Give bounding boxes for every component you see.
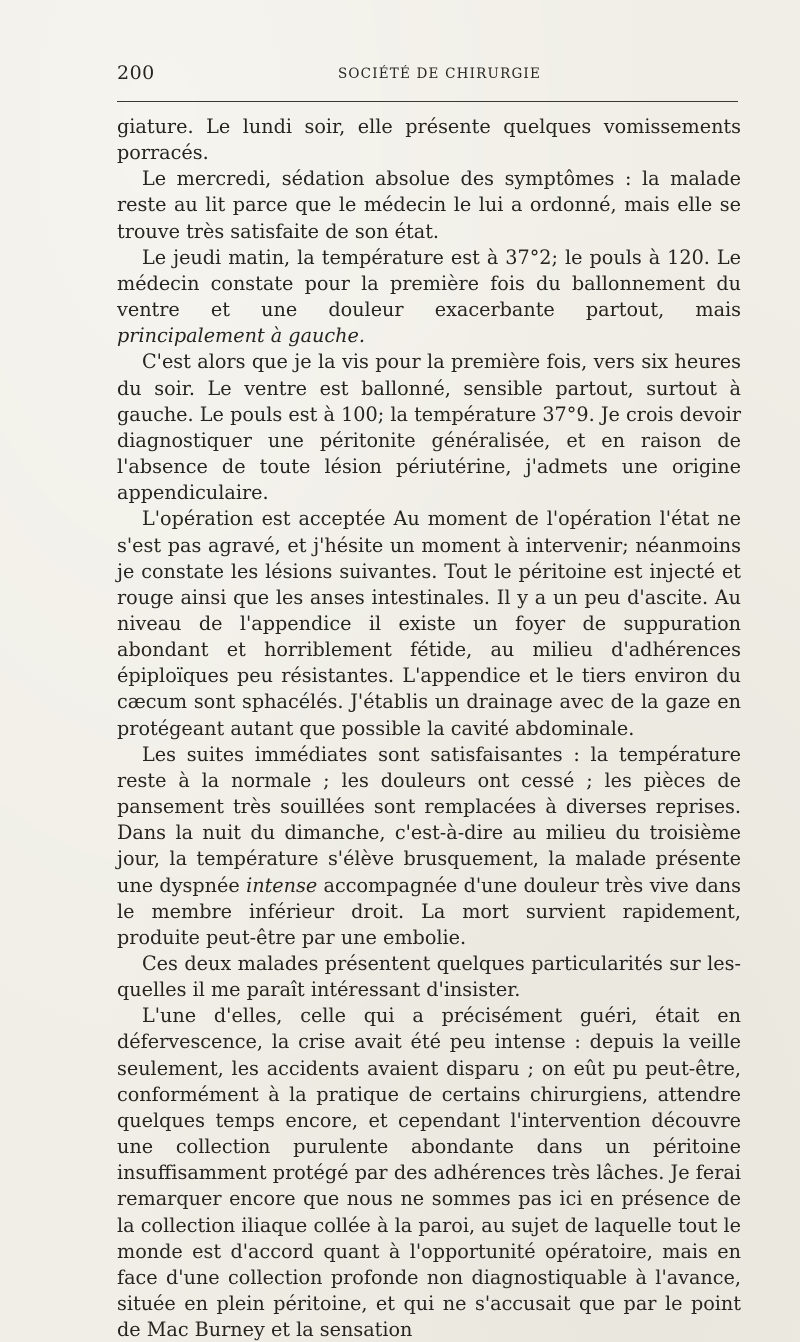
paragraph-text: accompagnée d'une douleur très vive dans le membre inférieur droit. La mort survient rapidement, produite peut-être par une embolie. <box>117 873 742 949</box>
paragraph-text: Le jeudi matin, la température est à 37°2; le pouls à 120. Le médecin constate pour la première fois du ballonnement du ventre et une douleur exacerbante partout, mais <box>117 245 741 322</box>
paragraph-text: giature. Le lundi soir, elle présente quelques vomissements porracés. <box>117 115 741 165</box>
paragraph-text: Le mercredi, sédation absolue des symptômes : la malade reste au lit parce que le médecin le lui a ordonné, mais elle se trouve très satisfaite de son état. <box>117 167 741 243</box>
running-title: SOCIÉTÉ DE CHIRURGIE <box>337 66 542 82</box>
paragraph-text: Les suites immédiates sont satisfaisantes : la température reste à la normale ; les douleurs ont cessé ; les pièces de pansement très souillées sont remplacées à diverses reprises. Dans la nuit du dimanche, c'est-à-dire au milieu du troisième jour, la température s'élève brusquement, la malade présente une dyspnée <box>117 742 741 897</box>
paragraph <box>117 349 741 506</box>
paragraph <box>117 114 741 166</box>
paragraph-text: L'une d'elles, celle qui a précisément guéri, était en défervescence, la crise avait été peu intense : depuis la veille seulement, les accidents avaient disparu ; on eût pu peut-être, conformément à la pratique de certains chirurgiens, attendre quelques temps encore, et cependant l'intervention découvre une collection purulente abondante dans un péritoine insuffisamment protégé par des adhérences très lâches. Je ferai remarquer encore que nous ne sommes pas ici en présence de la collection iliaque collée à la paroi, au sujet de laquelle tout le monde est d'accord quant à l'opportunité opératoire, mais en face d'une collection profonde non diagnostiquable à l'avance, située en plein péritoine, et qui ne s'accusait que par le point de Mac Burney et la sensation <box>117 1004 741 1342</box>
paragraph <box>117 951 741 1003</box>
page-number: 200 <box>117 62 155 84</box>
paragraph-text: C'est alors que je la vis pour la première fois, vers six heures du soir. Le ventre est ballonné, sensible partout, surtout à gauche. Le pouls est à 100; la température 37°9. Je crois devoir diagnostiquer une péritonite généralisée, et en raison de l'absence de toute lésion périutérine, j'admets une origine appendiculaire. <box>117 350 741 505</box>
paragraph-text: L'opération est acceptée Au moment de l'opération l'état ne s'est pas agravé, et j'hésite un moment à intervenir; néanmoins je constate les lésions suivantes. Tout le péritoine est injecté et rouge ainsi que les anses intestinales. Il y a un peu d'ascite. Au niveau de l'appendice il existe un foyer de suppuration abondant et horriblement fétide, au milieu d'adhérences épiploïques peu résistantes. L'appendice et le tiers environ du cæcum sont sphacélés. J'établis un drainage avec de la gaze en protégeant autant que possible la cavité abdominale. <box>117 507 741 740</box>
header-rule <box>117 101 738 102</box>
paragraph <box>117 1003 741 1342</box>
paragraph-text: Ces deux malades présentent quelques particularités sur lesquelles il me paraît intéressant d'insister. <box>117 952 741 1002</box>
paragraph <box>117 742 741 951</box>
body-text <box>117 114 741 1342</box>
paragraph <box>117 245 741 350</box>
running-head <box>117 62 738 88</box>
paragraph <box>117 166 741 244</box>
paragraph <box>117 506 741 741</box>
italic-text: intense <box>246 873 318 897</box>
italic-text: principalement à gauche. <box>117 324 365 348</box>
